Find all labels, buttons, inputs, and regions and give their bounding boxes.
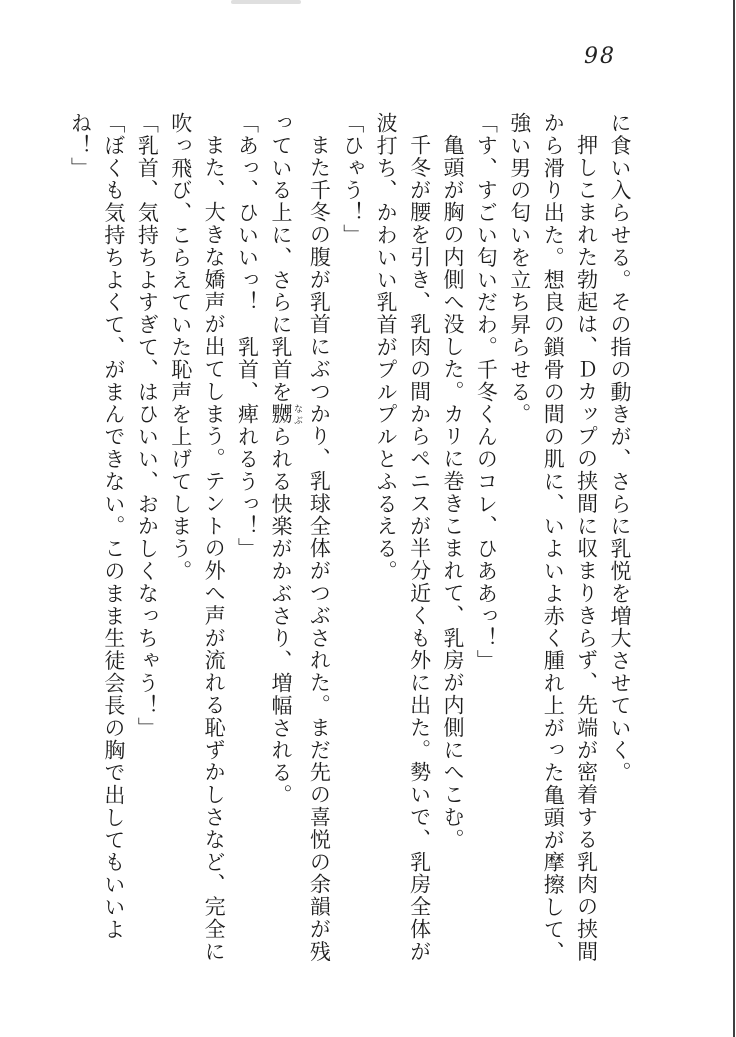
text-column-1: に食い入らせる。その指の動きが、さらに乳悦を増大させていく。 bbox=[608, 112, 632, 784]
text-column-17: ね！」 bbox=[68, 112, 93, 180]
page-number: 98 bbox=[584, 44, 616, 69]
text-column-11 bbox=[264, 112, 302, 968]
text-column-6: 亀頭が胸の内側へ没した。カリに巻きこまれて、乳房が内側にへこむ。 bbox=[440, 134, 465, 852]
page-edge-scan-line bbox=[733, 0, 735, 1037]
text-column-2: 押しこまれた勃起は、Ｄカップの挟間に収まりきらず、先端が密着する乳肉の挟間 bbox=[574, 134, 599, 964]
text-column-16: 「ぼくも気持ちよくて、がまんできない。このまま生徒会長の胸で出してもいいよ bbox=[101, 112, 126, 941]
text-column-10: また千冬の腹が乳首にぶつかり、乳球全体がつぶされた。まだ先の喜悦の余韻が残 bbox=[307, 134, 332, 964]
text-column-13: また、大きな嬌声が出てしまう。テントの外へ声が流れる恥ずかしさなど、完全に bbox=[202, 134, 227, 964]
text-column-4: 強い男の匂いを立ち昇らせる。 bbox=[507, 112, 532, 426]
text-column-5: 「す、すごい匂いだわ。千冬くんのコレ、ひああっ！」 bbox=[474, 112, 499, 672]
text-column-7: 千冬が腰を引き、乳肉の間からペニスが半分近くも外に出た。勢いで、乳房全体が bbox=[407, 134, 432, 964]
text-column-9: 「ひゃう！」 bbox=[340, 112, 365, 247]
text-column-3: から滑り出た。想良の鎖骨の間の肌に、いよいよ赤く腫れ上がった亀頭が摩擦して、 bbox=[541, 112, 566, 964]
scan-artifact bbox=[231, 0, 301, 4]
text-column-15: 「乳首、気持ちよすぎて、はひいい、おかしくなっちゃう！」 bbox=[135, 112, 160, 740]
text-column-14: 吹っ飛び、こらえていた恥声を上げてしまう。 bbox=[168, 112, 193, 583]
ruby-post-text: られる快楽がかぶさり、増幅される。 bbox=[268, 425, 293, 807]
furigana-text: なぶ bbox=[291, 403, 302, 426]
text-column-8: 波打ち、かわいい乳首がプルプルとふるえる。 bbox=[374, 112, 399, 583]
text-block bbox=[63, 112, 636, 968]
ruby-pre-text: っている上に、さらに乳首を bbox=[268, 112, 293, 404]
furigana-ruby bbox=[268, 403, 302, 426]
ruby-base-kanji: 嬲 bbox=[268, 403, 293, 426]
text-column-12: 「あっ、ひいいっ！ 乳首、痺れるうっ！」 bbox=[235, 112, 260, 560]
